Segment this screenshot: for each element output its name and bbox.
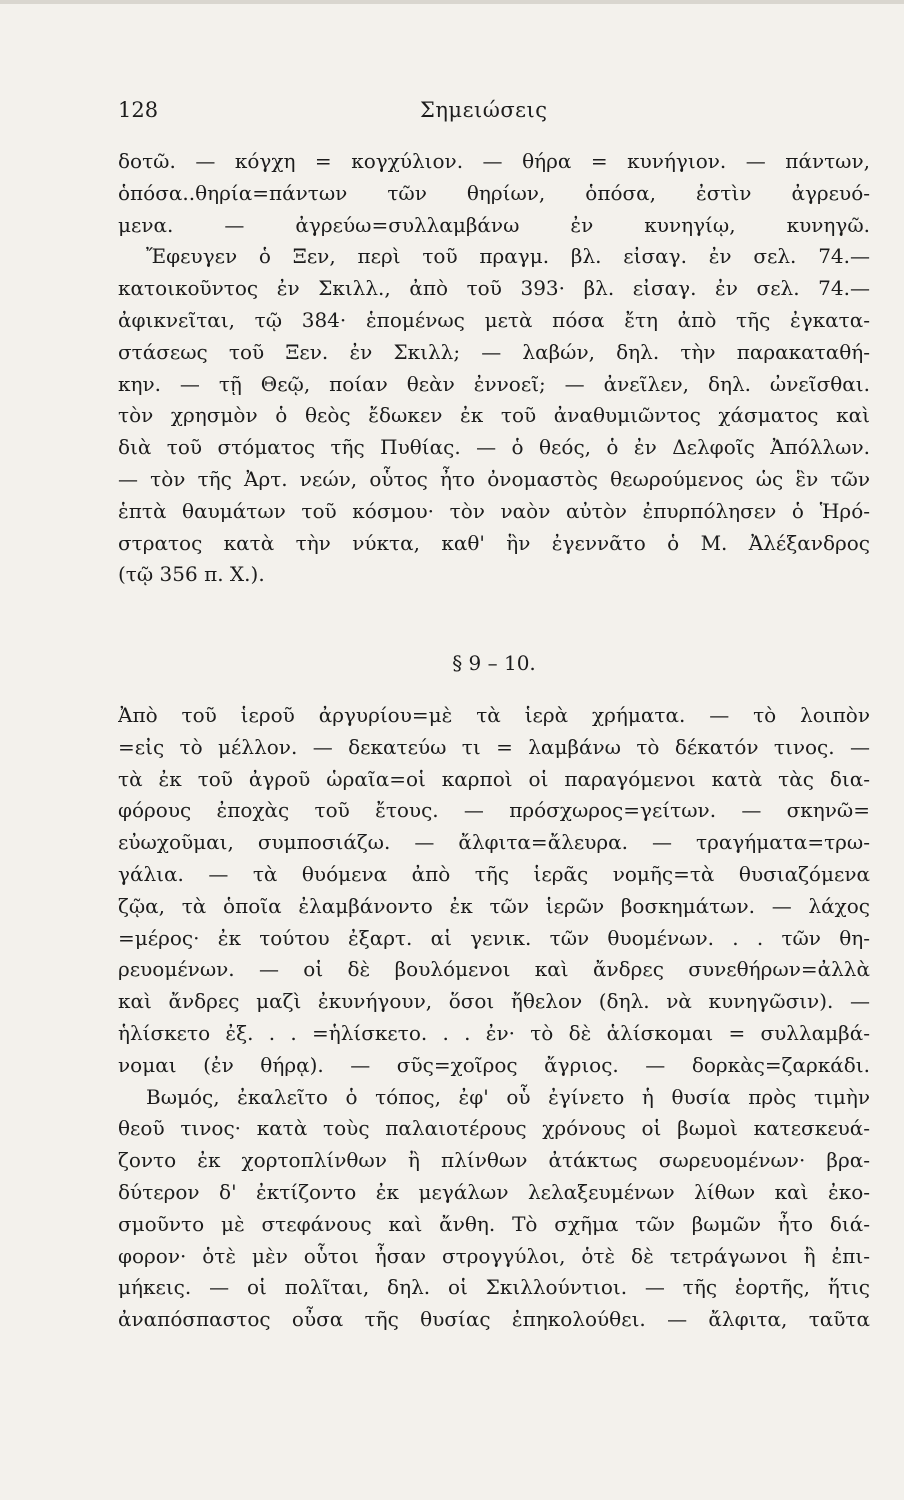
notes-paragraph-1	[118, 146, 870, 591]
running-header	[118, 98, 870, 130]
text-line: διὰ τοῦ στόματος τῆς Πυθίας. — ὁ θεός, ὁ ἐν Δελφοῖς Ἀπόλλων.	[118, 435, 870, 460]
text-line: κην. — τῇ Θεῷ, ποίαν θεὰν ἐννοεῖ; — ἀνεῖλεν, δηλ. ὠνεῖσθαι.	[118, 371, 870, 396]
text-line: εὐωχοῦμαι, συμποσιάζω. — ἄλφιτα=ἄλευρα. — τραγήματα=τρω-	[118, 830, 870, 855]
text-line: μήκεις. — οἱ πολῖται, δηλ. οἱ Σκιλλούντιοι. — τῆς ἑορτῆς, ἥτις	[118, 1275, 870, 1300]
text-line: ρευομένων. — οἱ δὲ βουλόμενοι καὶ ἄνδρες συνεθήρων=ἀλλὰ	[118, 957, 870, 982]
section-heading: § 9 – 10.	[452, 651, 536, 675]
text-line: κατοικοῦντος ἐν Σκιλλ., ἀπὸ τοῦ 393· βλ. εἰσαγ. ἐν σελ. 74.—	[118, 276, 870, 301]
text-line: — τὸν τῆς Ἀρτ. νεών, οὗτος ἦτο ὀνομαστὸς θεωρούμενος ὡς ἓν τῶν	[118, 466, 870, 491]
text-line: γάλια. — τὰ θυόμενα ἀπὸ τῆς ἱερᾶς νομῆς=τὰ θυσιαζόμενα	[118, 861, 870, 886]
text-line: ἡλίσκετο ἐξ. . . =ἡλίσκετο. . . ἐν· τὸ δὲ ἁλίσκομαι = συλλαμβά-	[118, 1020, 870, 1045]
text-line: σμοῦντο μὲ στεφάνους καὶ ἄνθη. Τὸ σχῆμα τῶν βωμῶν ἦτο διά-	[118, 1211, 870, 1236]
text-line: στρατος κατὰ τὴν νύκτα, καθ' ἣν ἐγεννᾶτο ὁ Μ. Ἀλέξανδρος	[118, 530, 870, 555]
text-line: Ἀπὸ τοῦ ἱεροῦ ἀργυρίου=μὲ τὰ ἱερὰ χρήματα. — τὸ λοιπὸν	[118, 703, 870, 727]
text-line: Ἔφευγεν ὁ Ξεν, περὶ τοῦ πραγμ. βλ. εἰσαγ. ἐν σελ. 74.—	[146, 244, 870, 269]
text-line: καὶ ἄνδρες μαζὶ ἐκυνήγουν, ὅσοι ἤθελον (δηλ. νὰ κυνηγῶσιν). —	[118, 989, 870, 1014]
text-line: (τῷ 356 π. Χ.).	[118, 562, 265, 587]
text-line: ζῷα, τὰ ὁποῖα ἐλαμβάνοντο ἐκ τῶν ἱερῶν βοσκημάτων. — λάχος	[118, 893, 870, 918]
text-line: ἀφικνεῖται, τῷ 384· ἑπομένως μετὰ πόσα ἔτη ἀπὸ τῆς ἐγκατα-	[118, 307, 870, 332]
text-line: δύτερον δ' ἐκτίζοντο ἐκ μεγάλων λελαξευμένων λίθων καὶ ἐκο-	[118, 1179, 870, 1204]
text-line: θεοῦ τινος· κατὰ τοὺς παλαιοτέρους χρόνους οἱ βωμοὶ κατεσκευά-	[118, 1116, 870, 1141]
page-top-edge	[0, 0, 904, 4]
page-number: 128	[118, 98, 159, 122]
text-line: ἀναπόσπαστος οὖσα τῆς θυσίας ἐπηκολούθει. — ἄλφιτα, ταῦτα	[118, 1307, 870, 1332]
text-line: ὁπόσα..θηρία=πάντων τῶν θηρίων, ὁπόσα, ἐστὶν ἀγρευό-	[118, 180, 870, 205]
text-line: φορον· ὁτὲ μὲν οὗτοι ἦσαν στρογγύλοι, ὁτὲ δὲ τετράγωνοι ἢ ἐπι-	[118, 1243, 870, 1268]
text-line: τὸν χρησμὸν ὁ θεὸς ἔδωκεν ἐκ τοῦ ἀναθυμιῶντος χάσματος καὶ	[118, 403, 870, 428]
text-line: νομαι (ἐν θήρᾳ). — σῦς=χοῖρος ἄγριος. — δορκὰς=ζαρκάδι.	[118, 1052, 870, 1077]
text-line: ζοντο ἐκ χορτοπλίνθων ἢ πλίνθων ἀτάκτως σωρευομένων· βρα-	[118, 1148, 870, 1173]
text-line: Βωμός, ἐκαλεῖτο ὁ τόπος, ἐφ' οὗ ἐγίνετο ἡ θυσία πρὸς τιμὴν	[146, 1084, 870, 1109]
text-line: στάσεως τοῦ Ξεν. ἐν Σκιλλ; — λαβών, δηλ. τὴν παρακαταθή-	[118, 339, 870, 364]
text-line: δοτῶ. — κόγχη = κογχύλιον. — θήρα = κυνήγιον. — πάντων,	[118, 149, 870, 173]
text-line: τὰ ἐκ τοῦ ἀγροῦ ὡραῖα=οἱ καρποὶ οἱ παραγόμενοι κατὰ τὰς δια-	[118, 766, 870, 791]
text-line: =εἰς τὸ μέλλον. — δεκατεύω τι = λαμβάνω τὸ δέκατόν τινος. —	[118, 734, 870, 759]
text-line: ἑπτὰ θαυμάτων τοῦ κόσμου· τὸν ναὸν αὐτὸν ἐπυρπόλησεν ὁ Ἡρό-	[118, 498, 870, 523]
text-line: φόρους ἐποχὰς τοῦ ἔτους. — πρόσχωρος=γείτων. — σκηνῶ=	[118, 798, 870, 823]
text-line: =μέρος· ἐκ τούτου ἐξαρτ. αἱ γενικ. τῶν θυομένων. . . τῶν θη-	[118, 925, 870, 950]
notes-paragraph-2	[118, 700, 870, 1336]
running-title: Σημειώσεις	[420, 98, 548, 122]
text-line: μενα. — ἀγρεύω=συλλαμβάνω ἐν κυνηγίῳ, κυνηγῶ.	[118, 212, 870, 237]
